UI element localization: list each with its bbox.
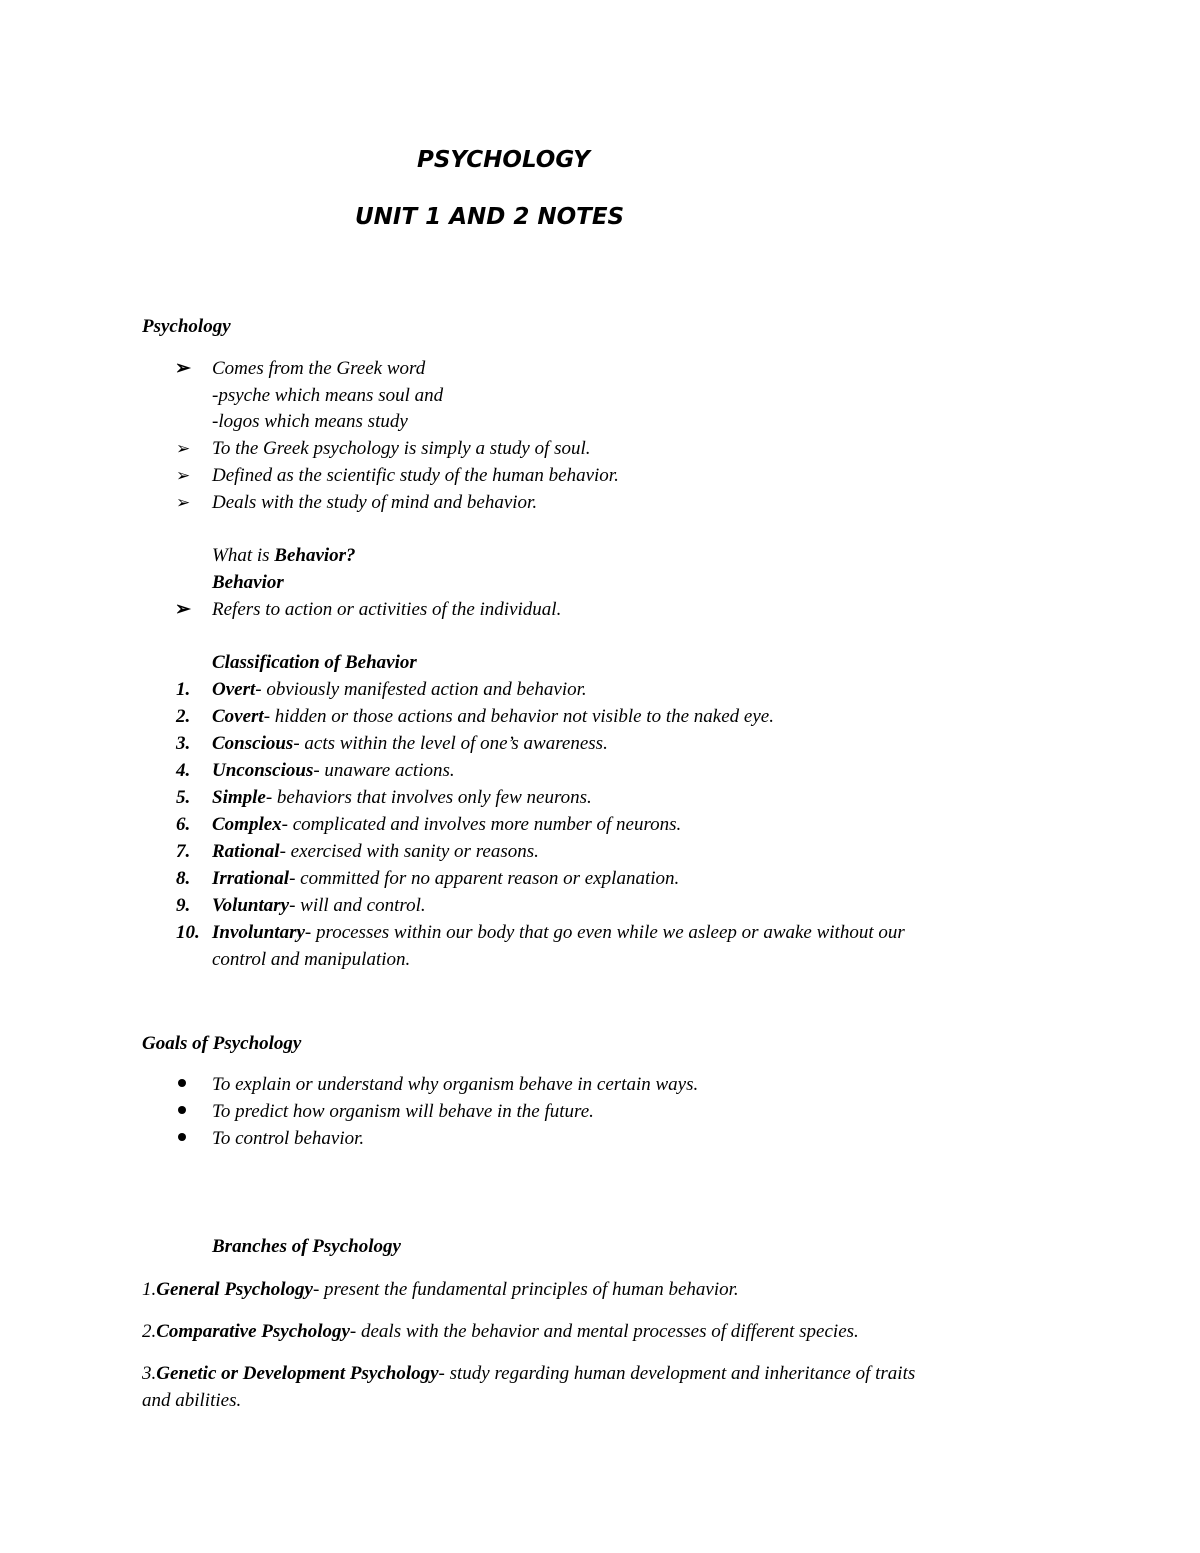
list-number: 9. — [176, 895, 191, 916]
list-item — [212, 813, 681, 837]
branch-desc: - study regarding human development and inheritance of traits — [438, 1363, 916, 1384]
behavior-question-prefix: What is — [212, 545, 275, 566]
list-item — [212, 732, 608, 756]
list-number: 3. — [176, 733, 191, 754]
list-item-desc: - behaviors that involves only few neurons. — [265, 787, 592, 808]
list-item-desc: - unaware actions. — [313, 760, 455, 781]
bullet-dot-icon — [178, 1133, 186, 1141]
list-item-term: Unconscious — [212, 760, 314, 781]
goal-item: To predict how organism will behave in the future. — [212, 1101, 594, 1122]
list-item-desc: - committed for no apparent reason or explanation. — [289, 868, 680, 889]
branch-term: General Psychology — [156, 1279, 313, 1300]
branch-term: Genetic or Development Psychology — [156, 1363, 439, 1384]
document-subtitle: UNIT 1 AND 2 NOTES — [355, 204, 625, 230]
list-item-term: Irrational — [212, 868, 290, 889]
arrow-bullet-icon: ➢ — [176, 466, 191, 485]
list-item-term: Complex — [212, 814, 282, 835]
list-item-term: Overt — [212, 679, 256, 700]
list-item — [212, 759, 455, 783]
arrow-bullet-icon: ➢ — [175, 358, 191, 379]
list-number: 5. — [176, 787, 191, 808]
branch-item-continuation: and abilities. — [142, 1390, 242, 1411]
bullet-dot-icon — [178, 1079, 186, 1087]
list-item — [212, 921, 905, 945]
list-item — [212, 867, 679, 891]
branches-heading: Branches of Psychology — [212, 1236, 401, 1257]
goals-heading: Goals of Psychology — [142, 1033, 302, 1054]
list-item-desc: - obviously manifested action and behavior. — [255, 679, 587, 700]
list-number: 2. — [176, 706, 191, 727]
branch-number: 3. — [142, 1363, 157, 1384]
list-item-desc: - will and control. — [289, 895, 426, 916]
branch-number: 1. — [142, 1279, 157, 1300]
list-item-desc: - hidden or those actions and behavior not visible to the naked eye. — [263, 706, 774, 727]
behavior-heading: Behavior — [212, 572, 284, 593]
bullet-text: To the Greek psychology is simply a study of soul. — [212, 438, 591, 459]
list-item-term: Covert — [212, 706, 264, 727]
list-item-term: Conscious — [212, 733, 294, 754]
list-number: 7. — [176, 841, 191, 862]
branch-desc: - present the fundamental principles of human behavior. — [312, 1279, 739, 1300]
branch-desc: - deals with the behavior and mental processes of different species. — [349, 1321, 859, 1342]
psychology-heading: Psychology — [142, 316, 231, 337]
list-item-term: Involuntary — [212, 922, 305, 943]
list-item-desc: - exercised with sanity or reasons. — [279, 841, 539, 862]
list-item-term: Rational — [212, 841, 280, 862]
list-item — [212, 786, 592, 810]
list-item-desc: - processes within our body that go even while we asleep or awake without our — [304, 922, 905, 943]
goal-item: To control behavior. — [212, 1128, 365, 1149]
bullet-text: Deals with the study of mind and behavior. — [212, 492, 538, 513]
list-number: 1. — [176, 679, 191, 700]
list-item — [212, 894, 426, 918]
arrow-bullet-icon: ➢ — [176, 493, 191, 512]
branch-term: Comparative Psychology — [156, 1321, 350, 1342]
behavior-question-term: Behavior? — [274, 545, 356, 566]
bullet-text: Comes from the Greek word — [212, 358, 426, 379]
arrow-bullet-icon: ➢ — [175, 599, 191, 620]
list-item-term: Simple — [212, 787, 266, 808]
bullet-text: -psyche which means soul and — [212, 385, 444, 406]
branch-item — [142, 1278, 739, 1302]
list-item-continuation: control and manipulation. — [212, 949, 411, 970]
branch-number: 2. — [142, 1321, 157, 1342]
behavior-definition: Refers to action or activities of the individual. — [212, 599, 562, 620]
list-item — [212, 840, 539, 864]
bullet-text: Defined as the scientific study of the human behavior. — [212, 465, 619, 486]
list-item-term: Voluntary — [212, 895, 290, 916]
list-number: 10. — [176, 922, 200, 943]
branch-item — [142, 1362, 915, 1386]
branch-item — [142, 1320, 859, 1344]
bullet-text: -logos which means study — [212, 411, 408, 432]
list-number: 8. — [176, 868, 191, 889]
list-item — [212, 678, 587, 702]
list-item — [212, 705, 774, 729]
bullet-dot-icon — [178, 1106, 186, 1114]
list-number: 4. — [176, 760, 191, 781]
arrow-bullet-icon: ➢ — [176, 439, 191, 458]
goal-item: To explain or understand why organism behave in certain ways. — [212, 1074, 699, 1095]
list-item-desc: - complicated and involves more number of neurons. — [281, 814, 682, 835]
list-number: 6. — [176, 814, 191, 835]
list-item-desc: - acts within the level of one’s awareness. — [293, 733, 608, 754]
document-title: PSYCHOLOGY — [417, 147, 590, 173]
behavior-question — [212, 544, 356, 568]
classification-heading: Classification of Behavior — [212, 652, 417, 673]
